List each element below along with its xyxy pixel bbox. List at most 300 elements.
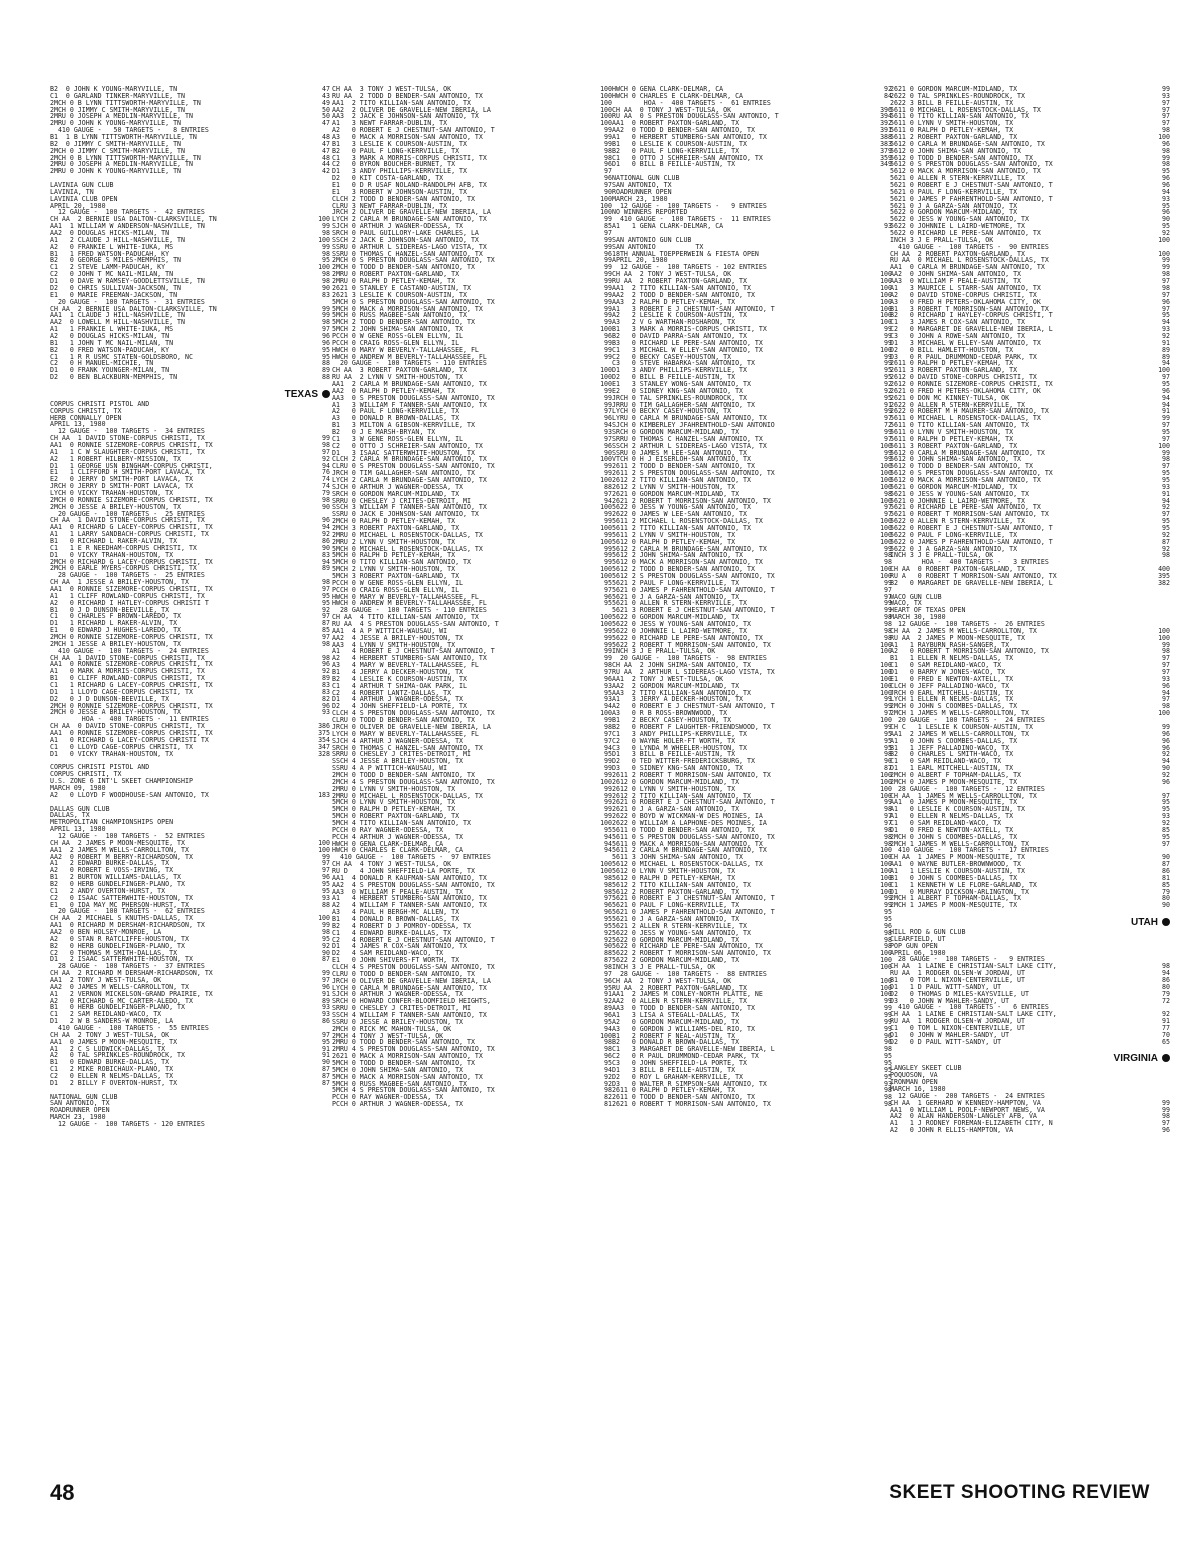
entry-score: 91 — [322, 1052, 330, 1060]
entry-text: 2MCH 0 JAMES P MOON-MESQUITE, TX — [890, 778, 1018, 786]
entry-text: D2 0 J D DUNSON-BEEVILLE, TX — [50, 695, 170, 703]
result-line — [332, 360, 612, 367]
result-line — [612, 463, 892, 470]
entry-score: 72 — [1162, 997, 1170, 1005]
entry-score: 95 — [884, 1073, 892, 1081]
entry-score: 100 — [600, 92, 612, 100]
result-line — [890, 628, 1170, 635]
result-line — [612, 1012, 892, 1019]
result-line — [612, 100, 892, 107]
entry-text: D1 1 EARL MITCHELL-AUSTIN, TX — [890, 765, 1014, 772]
result-line — [612, 648, 892, 655]
entry-score: 92 — [1162, 1011, 1170, 1019]
entry-text: 5MCH 0 JOHN SHIMA-SAN ANTONIO, TX — [332, 1066, 464, 1074]
entry-text: AA2 0 BEN HOLSEY-MONROE, LA — [50, 928, 162, 936]
result-line — [612, 388, 892, 395]
entry-text: 5MCH 4 TITO KILLIAN-SAN ANTONIO, TX — [332, 819, 471, 827]
entry-score: 91 — [1162, 1018, 1170, 1026]
entry-text: CLCH 2 TODD D BENDER-SAN ANTONIO, TX — [332, 195, 475, 203]
result-line — [50, 196, 330, 203]
entry-score: 97 — [884, 593, 892, 601]
result-line — [332, 511, 612, 518]
entry-text: SSCH 4 WILLIAM F TANNER-SAN ANTONIO, TX — [332, 1012, 487, 1019]
entry-score: 96 — [1162, 778, 1170, 786]
entry-score: 94 — [322, 524, 330, 532]
result-line — [332, 683, 612, 690]
entry-text: D1 1 GEORGE USN BINGHAM-CORPUS CHRISTI, — [50, 462, 213, 470]
entry-score: 99 — [1162, 154, 1170, 162]
result-line — [50, 991, 330, 998]
entry-score: 95 — [322, 880, 330, 888]
result-line — [612, 120, 892, 127]
entry-text: AA2 4 S PRESTON DOUGLASS-SAN ANTONIO, TX — [332, 881, 495, 889]
entry-score — [1146, 1072, 1170, 1079]
result-line — [890, 820, 1170, 827]
result-line — [50, 1121, 330, 1128]
entry-text: 2622 0 ALLEN R STERN-KERRVILLE, TX — [890, 401, 1025, 409]
result-line — [890, 415, 1170, 422]
result-line — [50, 977, 330, 984]
result-line — [890, 504, 1170, 511]
result-line — [890, 518, 1170, 525]
result-line — [332, 834, 612, 841]
result-line — [50, 696, 330, 703]
entry-score: 89 — [322, 367, 330, 375]
entry-text: C1 0 SAM REIDLAND-WACO, TX — [890, 758, 1002, 766]
entry-text: A2 1 ROBERT HILBERY-MISSION, TX — [50, 455, 182, 463]
entry-score: 50 — [322, 113, 330, 121]
entry-score: 95 — [884, 744, 892, 752]
result-line — [612, 607, 892, 614]
entry-score: 100 — [1158, 367, 1170, 375]
entry-text: C3 0 JOHN SHEFFIELD-LA PORTE, TX — [612, 1060, 747, 1067]
entry-text: C1 0 CHARLES F BROWN-LAREDO, TX — [50, 613, 182, 621]
result-line — [332, 813, 612, 820]
result-line — [890, 319, 1170, 326]
result-line — [332, 861, 612, 868]
result-line — [612, 1019, 892, 1026]
result-line — [612, 477, 892, 484]
entry-text: E1 0 FRED E NEWTON-AXTELL, TX — [890, 675, 1014, 683]
entry-text: CH AA 2 RICHARD M DERSHAM-RICHARDSON, TX — [50, 970, 213, 977]
entry-score: 100 — [600, 202, 612, 210]
entry-score: 99 — [604, 463, 612, 471]
entry-score: 98 — [322, 579, 330, 587]
result-line — [612, 251, 892, 258]
entry-text: 2MCH 0 RONNIE SIZEMORE-CORPUS CHRISTI, TX — [50, 496, 213, 504]
entry-text: 5612 0 S PRESTON DOUGLASS-SAN ANTONIO, TX — [890, 161, 1053, 169]
entry-text: A1 3 JERRY A DECKER-HOUSTON, TX — [612, 696, 744, 704]
result-line — [890, 216, 1170, 223]
result-line — [612, 683, 892, 690]
entry-score: 99 — [604, 806, 612, 814]
result-line — [50, 764, 330, 771]
result-line — [50, 600, 330, 607]
entry-text: A1 0 LESLIE K COURSON-AUSTIN, TX — [890, 806, 1025, 814]
entry-text: 5622 2 ROBERT T MORRISON-SAN ANTONIO, TX — [612, 950, 771, 958]
entry-text: JRCH 0 TAL SPRINKLES-ROUNDROCK, TX — [612, 394, 747, 402]
entry-score — [868, 209, 892, 216]
entry-score: 65 — [1162, 1038, 1170, 1046]
result-line — [890, 511, 1170, 518]
entry-score: 98 — [604, 1039, 612, 1047]
entry-text: AA3 0 WILLIAM F PEALE-AUSTIN, TX — [890, 278, 1022, 285]
entry-score: 96 — [604, 161, 612, 169]
result-line — [332, 745, 612, 752]
entry-score: 95 — [322, 257, 330, 265]
result-line — [50, 545, 330, 552]
result-line — [612, 847, 892, 854]
entry-score: 79 — [1162, 990, 1170, 998]
result-line — [50, 367, 330, 374]
result-line — [332, 223, 612, 230]
entry-text: CLCH 0 JEFF PALLADINO-WACO, TX — [890, 682, 1010, 690]
entry-text: 2612 2 LYNN V SMITH-HOUSTON, TX — [612, 483, 736, 491]
result-line — [612, 86, 892, 93]
entry-score: 95 — [884, 737, 892, 745]
entry-text: RU AA 2 LYNN V SMITH-HOUSTON, TX — [332, 374, 464, 381]
result-line — [50, 251, 330, 258]
entry-score: 95 — [322, 353, 330, 361]
entry-score: 47 — [322, 86, 330, 93]
result-line — [612, 525, 892, 532]
result-line — [332, 717, 612, 724]
entry-score: 98 — [1162, 284, 1170, 292]
entry-text: 5611 0 RALPH D PETLEY-KEMAH, TX — [890, 435, 1014, 443]
state-heading — [890, 916, 1170, 929]
result-line — [50, 579, 330, 586]
entry-text: MARCH 23, 1980 — [50, 1114, 106, 1122]
result-line — [890, 614, 1170, 621]
entry-text: HILL ROD & GUN CLUB — [890, 928, 966, 936]
entry-text: A1 1 C W SLAUGHTER-CORPUS CHRISTI, TX — [50, 448, 205, 456]
entry-text: 5621 0 J A GARZA-SAN ANTONIO, TX — [612, 593, 740, 601]
entry-score: 100 — [880, 497, 892, 505]
entry-text: 5612 2 TODD D BENDER-SAN ANTONIO, TX — [612, 566, 755, 574]
entry-text: A1 0 MARK A MORRIS-CORPUS CHRISTI, TX — [50, 668, 205, 676]
entry-text: AA1 2 TONY J WEST-TULSA, OK — [612, 675, 724, 683]
entry-text: AA1 0 RONNIE SIZEMORE-CORPUS CHRISTI, TX — [50, 441, 213, 449]
entry-text: CH AA 4 TONY J WEST-TULSA, OK — [332, 861, 452, 868]
result-line — [612, 408, 892, 415]
entry-text: B2 0 MARGARET DE GRAVELLE-NEW IBERIA, L — [890, 579, 1053, 587]
entry-score: 100 — [1158, 236, 1170, 244]
result-line — [612, 141, 892, 148]
entry-text: B1 1 JOHN T MC NAIL-MILAN, TN — [50, 339, 174, 347]
result-line — [890, 594, 1170, 601]
entry-text: 5611 3 ROBERT PAXTON-GARLAND, TX — [890, 442, 1018, 450]
entry-score: 99 — [604, 298, 612, 306]
entry-score — [306, 572, 330, 579]
entry-text: 5MCH 0 LYNN V SMITH-HOUSTON, TX — [332, 799, 456, 807]
result-line — [50, 168, 330, 175]
entry-text: LYCH 2 CARLA M BRUNDAGE-SAN ANTONIO, TX — [332, 216, 487, 224]
entry-score: 99 — [322, 435, 330, 442]
entry-score: 99 — [604, 518, 612, 525]
entry-text: 2621 0 ROBERT T MORRISON-SAN ANTONIO, TX — [612, 1101, 771, 1109]
result-line — [612, 312, 892, 319]
entry-text: 2MCH 0 TODD D BENDER-SAN ANTONIO, TX — [332, 771, 475, 779]
entry-score: 99 — [322, 922, 330, 929]
entry-score: 96 — [1162, 744, 1170, 752]
entry-text: 2MCH 1 JESSE A BRILEY-HOUSTON, TX — [50, 640, 182, 648]
entry-text: C1 3 MARGARET DE GRAVELLE-NEW IBERIA, L — [612, 1046, 775, 1054]
result-line — [612, 662, 892, 669]
entry-score — [306, 1121, 330, 1128]
result-line — [332, 978, 612, 985]
result-line — [50, 203, 330, 210]
entry-score: 90 — [604, 449, 612, 457]
result-line — [890, 374, 1170, 381]
entry-score: 96 — [884, 922, 892, 930]
entry-text: 28 GAUGE - 100 TARGETS - 9 ENTRIES — [890, 956, 1045, 964]
result-line — [50, 538, 330, 545]
entry-text: 5MCH 0 TODD D BENDER-SAN ANTONIO, TX — [332, 1060, 475, 1067]
entry-text: A1 2 EDWARD BURKE-DALLAS, TX — [50, 860, 170, 868]
result-line — [612, 587, 892, 594]
entry-text: HWCH 0 GENA CLARK-DELMAR, CA — [332, 840, 444, 848]
entry-text: 2612 2 TITO KILLIAN-SAN ANTONIO, TX — [612, 476, 751, 484]
entry-score: 94 — [604, 847, 612, 855]
result-line — [332, 504, 612, 511]
result-line — [50, 93, 330, 100]
entry-text: A1 3 MAURICE L STARR-SAN ANTONIO, TX — [890, 284, 1041, 292]
entry-score — [868, 251, 892, 258]
result-line — [332, 710, 612, 717]
entry-text: AA3 0 S PRESTON DOUGLASS-SAN ANTONIO, TX — [332, 394, 495, 402]
entry-score: 99 — [604, 346, 612, 354]
entry-text: AA1 0 CARLA M BRUNDAGE-SAN ANTONIO, TX — [890, 264, 1045, 272]
entry-text: B1 1 ELLEN R NELMS-DALLAS, TX — [890, 655, 1014, 663]
entry-score — [306, 299, 330, 306]
result-line — [50, 299, 330, 306]
entry-score: 98 — [1162, 963, 1170, 971]
entry-score: 99 — [884, 998, 892, 1006]
result-line — [612, 738, 892, 745]
entry-text: SSRU 0 JAMES M LEE-SAN ANTONIO, TX — [612, 449, 747, 457]
result-line — [612, 470, 892, 477]
entry-score: 92 — [604, 1080, 612, 1088]
result-line — [50, 326, 330, 333]
entry-text: 2612 0 RONNIE SIZEMORE-CORPUS CHRISTI, TX — [890, 380, 1053, 388]
entry-score — [868, 196, 892, 203]
entry-text: CH AA 2 BERNIE USA DALTON-CLARKSVILLE, TN — [50, 216, 217, 224]
entry-score: 100 — [318, 839, 330, 847]
result-line — [890, 127, 1170, 134]
entry-score: 98 — [604, 1087, 612, 1095]
result-line — [890, 388, 1170, 395]
entry-score — [306, 833, 330, 840]
entry-text: A2 0 TAL SPRINKLES-ROUNDROCK, TX — [50, 1052, 185, 1060]
result-line — [612, 655, 892, 662]
result-line — [50, 758, 330, 765]
entry-score: 98 — [884, 1087, 892, 1095]
entry-score: 100 — [600, 867, 612, 875]
entry-text: A2 0 STAN R RATCLIFFE-HOUSTON, TX — [50, 935, 189, 943]
result-line — [890, 745, 1170, 752]
entry-text: 5612 0 TODD D BENDER-SAN ANTONIO, TX — [890, 154, 1033, 162]
entry-score — [868, 100, 892, 107]
entry-score: 99 — [884, 696, 892, 704]
entry-score: 100 — [600, 861, 612, 868]
entry-text: RU AA 0 MICHAEL L ROSENSTOCK-DALLAS, TX — [890, 257, 1049, 265]
result-line — [890, 1011, 1170, 1018]
entry-score — [1146, 950, 1170, 957]
entry-score: 96 — [322, 661, 330, 669]
entry-score: 99 — [604, 511, 612, 519]
entry-text: D1 4 ARTHUR J WAGNER-ODESSA, TX — [332, 696, 464, 704]
entry-score: 99 — [604, 717, 612, 724]
entry-text: 2621 0 STANLEY E CASTANO-AUSTIN, TX — [332, 284, 471, 292]
entry-score: 99 — [604, 799, 612, 807]
result-line — [612, 875, 892, 882]
result-line — [890, 970, 1170, 977]
entry-score — [306, 812, 330, 819]
entry-score: 95 — [604, 1018, 612, 1026]
entry-score: 95 — [1162, 380, 1170, 388]
result-line — [50, 1080, 330, 1087]
result-line — [332, 93, 612, 100]
entry-score: 96 — [604, 1012, 612, 1019]
entry-text: 2MCH 0 TODD D BENDER-SAN ANTONIO, TX — [332, 264, 475, 272]
result-line — [890, 751, 1170, 758]
result-line — [50, 340, 330, 347]
entry-score: 97 — [1162, 120, 1170, 128]
entry-score: 98 — [322, 230, 330, 237]
entry-score: 97 — [322, 448, 330, 456]
entry-score — [306, 819, 330, 826]
entry-text: 5622 0 GORDON MARCUM-MIDLAND, TX — [612, 936, 740, 944]
entry-score — [868, 655, 892, 662]
entry-score: 99 — [604, 127, 612, 135]
entry-text: C1 2 ANDY OVERTON-HURST, TX — [50, 887, 166, 895]
entry-text: 2621 2 ROBERT T MORRISON-SAN ANTONIO, TX — [612, 497, 771, 505]
result-line — [890, 1032, 1170, 1039]
entry-text: INCH 3 J E PRALL-TULSA, OK — [612, 964, 716, 971]
entry-text: B2 0 DONALD R BROWN-DALLAS, TX — [612, 1039, 740, 1047]
result-line — [50, 428, 330, 435]
entry-text: 5612 2 JOHN SHIMA-SAN ANTONIO, TX — [612, 552, 744, 560]
entry-score: 99 — [604, 271, 612, 279]
result-line — [50, 161, 330, 168]
entry-text: E1 1 CLIFFORD H SMITH-PORT LAVACA, TX — [50, 469, 205, 477]
entry-score: 89 — [604, 1005, 612, 1013]
result-line — [612, 834, 892, 841]
entry-text: 5622 0 JESS W YOUNG-SAN ANTONIO, TX — [612, 621, 751, 628]
entry-text: A3 0 R B ROSS-BROWNWOOD, TX — [612, 710, 728, 718]
entry-text: 410 GAUGE - 100 TARGETS - 97 ENTRIES — [332, 854, 491, 862]
result-line — [612, 676, 892, 683]
entry-score: 95 — [884, 367, 892, 375]
entry-text: 5612 2 TITO KILLIAN-SAN ANTONIO, TX — [612, 881, 751, 889]
result-line — [332, 209, 612, 216]
entry-text: 5612 0 CARLA M BRUNDAGE-SAN ANTONIO, TX — [890, 449, 1045, 457]
entry-score: 88 — [604, 950, 612, 958]
entry-score: 87 — [1162, 861, 1170, 868]
entry-text: AA3 2 JACK E JOHNSON-SAN ANTONIO, TX — [332, 113, 479, 121]
entry-text: 410 GAUGE - 100 TARGETS - 24 ENTRIES — [50, 647, 209, 655]
entry-text: SSRU 0 JACK E JOHNSON-SAN ANTONIO, TX — [332, 511, 479, 519]
entry-score: 94 — [1162, 360, 1170, 368]
entry-score: 85 — [1162, 881, 1170, 889]
entry-text: AA2 2 GORDON MARCUM-MIDLAND, TX — [612, 682, 740, 690]
entry-score: 97 — [1162, 106, 1170, 114]
entry-text: AA2 0 ALAN HANDERSON-LANGLEY AFB, VA — [890, 1113, 1037, 1121]
result-line — [50, 1011, 330, 1018]
result-line — [50, 381, 330, 388]
result-line — [50, 1032, 330, 1039]
entry-text: PCCH 0 ARTHUR J WAGNER-ODESSA, TX — [332, 1101, 464, 1109]
result-line — [890, 827, 1170, 834]
entry-score: 96 — [1162, 298, 1170, 306]
result-line — [332, 724, 612, 731]
entry-text: D1 0 FRANK YOUNGER-MILAN, TN — [50, 367, 170, 375]
entry-score: 99 — [604, 771, 612, 779]
entry-score: 98 — [884, 621, 892, 628]
entry-text: 5611 3 JOHN SHIMA-SAN ANTONIO, TX — [612, 854, 744, 862]
entry-score: 96 — [604, 250, 612, 258]
result-line — [612, 806, 892, 813]
entry-text: 20 GAUGE - 100 TARGETS - 62 ENTRIES — [50, 908, 205, 916]
result-line — [612, 237, 892, 244]
result-line — [332, 991, 612, 998]
entry-score: 99 — [1162, 449, 1170, 457]
entry-score: 99 — [604, 278, 612, 285]
entry-score: 100 — [880, 964, 892, 971]
result-line — [50, 182, 330, 189]
entry-text: D1 1 LLOYD CAGE-CORPUS CHRISTI, TX — [50, 688, 193, 696]
result-line — [332, 175, 612, 182]
entry-score: 100 — [880, 641, 892, 649]
entry-score — [1146, 600, 1170, 607]
result-line — [612, 189, 892, 196]
result-line — [50, 435, 330, 442]
entry-text: SRRU 0 THOMAS C HANZEL-SAN ANTONIO, TX — [612, 435, 763, 443]
entry-score: 89 — [1162, 346, 1170, 354]
entry-score: 50 — [322, 106, 330, 114]
entry-score: 92 — [1162, 545, 1170, 553]
result-line — [332, 854, 612, 861]
entry-text: 410 GAUGE - 100 TARGETS - 17 ENTRIES — [890, 847, 1049, 855]
result-line — [890, 696, 1170, 703]
entry-text: A2 0 JOHN R ELLIS-HAMPTON, VA — [890, 1127, 1014, 1135]
entry-score: 94 — [1162, 401, 1170, 409]
result-line — [50, 888, 330, 895]
entry-text: C1 1 KENNETH W LE FLORE-GARLAND, TX — [890, 881, 1037, 889]
entry-score: 98 — [604, 888, 612, 896]
entry-score: 392 — [880, 120, 892, 128]
entry-score: 95 — [884, 915, 892, 923]
entry-score: 92 — [604, 998, 612, 1006]
entry-score: 100 — [880, 669, 892, 676]
entry-score: 98 — [1162, 648, 1170, 656]
entry-score: 94 — [1162, 188, 1170, 196]
result-line — [890, 895, 1170, 902]
entry-score — [306, 381, 330, 388]
result-line — [890, 765, 1170, 772]
entry-text: 5622 0 RICHARD LE PERE-SAN ANTONIO, TX — [612, 943, 763, 951]
result-line — [890, 463, 1170, 470]
result-line — [50, 442, 330, 449]
entry-text: 18TH ANNUAL TOEPPERWEIN & FIESTA OPEN — [612, 250, 759, 258]
result-line — [50, 689, 330, 696]
result-line — [612, 717, 892, 724]
entry-text: B1 1 FRED WATSON-PADUCAH, KY — [50, 250, 170, 258]
entry-score: 359 — [880, 154, 892, 162]
result-line — [890, 1079, 1170, 1086]
entry-score: 99 — [884, 360, 892, 368]
entry-text: 2612 0 DAVID STONE-CORPUS CHRISTI, TX — [890, 374, 1037, 381]
